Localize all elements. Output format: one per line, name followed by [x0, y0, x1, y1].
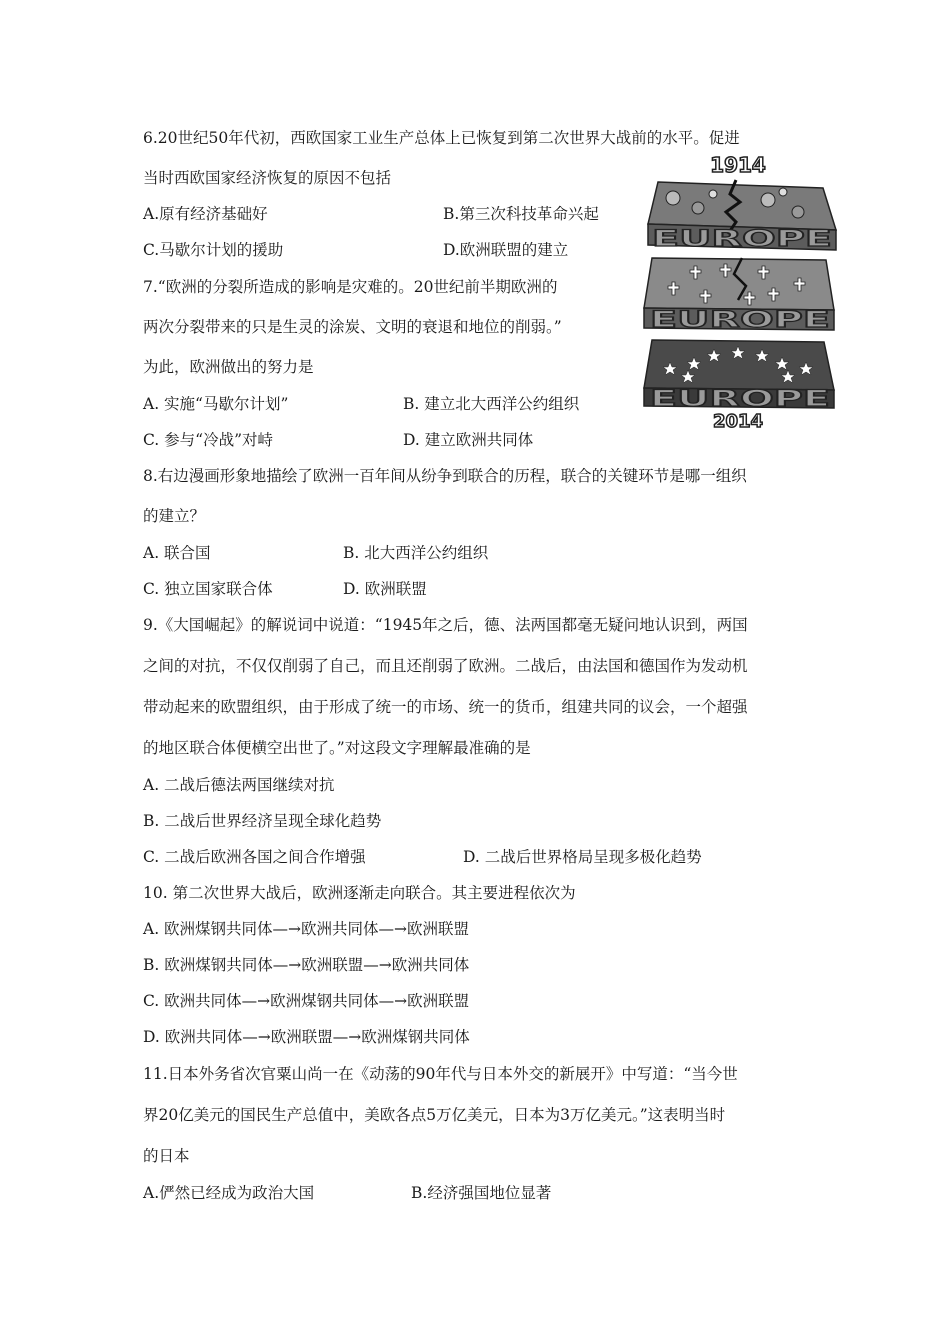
q6-stem-line2: 当时西欧国家经济恢复的原因不包括: [143, 169, 392, 187]
q7-stem-line2: 两次分裂带来的只是生灵的涂炭、文明的衰退和地位的削弱。”: [143, 318, 562, 336]
europe-cartoon: [638, 150, 838, 430]
q9-option-a: A. 二战后德法两国继续对抗: [143, 776, 335, 794]
q10-option-a: A. 欧洲煤钢共同体—→欧洲共同体—→欧洲联盟: [143, 920, 470, 938]
q7-stem-line1: 7.“欧洲的分裂所造成的影响是灾难的。20世纪前半期欧洲的: [143, 278, 558, 296]
q6-option-c: C.马歇尔计划的援助: [143, 241, 284, 259]
q7-option-c: C. 参与“冷战”对峙: [143, 431, 274, 449]
q10-option-d: D. 欧洲共同体—→欧洲联盟—→欧洲煤钢共同体: [143, 1028, 470, 1046]
q7-option-d: D. 建立欧洲共同体: [403, 431, 534, 449]
q10-option-b: B. 欧洲煤钢共同体—→欧洲联盟—→欧洲共同体: [143, 956, 470, 974]
cartoon-slab-2014: [644, 340, 834, 412]
q10-option-c: C. 欧洲共同体—→欧洲煤钢共同体—→欧洲联盟: [143, 992, 470, 1010]
q6-stem-line1: 6.20世纪50年代初，西欧国家工业生产总体上已恢复到第二次世界大战前的水平。促进: [143, 129, 740, 147]
cartoon-label-3: EUROPE: [650, 387, 830, 412]
q11-option-b: B.经济强国地位显著: [411, 1184, 552, 1202]
q9-stem-line1: 9.《大国崛起》的解说词中说道：“1945年之后，德、法两国都毫无疑问地认识到，两国: [143, 616, 748, 634]
q8-option-b: B. 北大西洋公约组织: [343, 544, 489, 562]
q8-stem-line1: 8.右边漫画形象地描绘了欧洲一百年间从纷争到联合的历程，联合的关键环节是哪一组织: [143, 467, 747, 485]
cartoon-slab-1914: [648, 180, 836, 252]
q8-stem-line2: 的建立？: [143, 507, 206, 525]
q9-stem-line4: 的地区联合体便横空出世了。”对这段文字理解最准确的是: [143, 739, 531, 757]
q6-option-b: B.第三次科技革命兴起: [443, 205, 599, 223]
cartoon-year-top: 1914: [710, 153, 766, 177]
cartoon-year-bottom: 2014: [712, 411, 764, 430]
q11-stem-line1: 11.日本外务省次官粟山尚一在《动荡的90年代与日本外交的新展开》中写道：“当今世: [143, 1065, 738, 1083]
q11-stem-line3: 的日本: [143, 1147, 190, 1165]
q9-option-b: B. 二战后世界经济呈现全球化趋势: [143, 812, 382, 830]
q10-stem-line1: 10. 第二次世界大战后，欧洲逐渐走向联合。其主要进程依次为: [143, 884, 576, 902]
q9-option-d: D. 二战后世界格局呈现多极化趋势: [463, 848, 702, 866]
q7-option-a: A. 实施“马歇尔计划”: [143, 395, 289, 413]
q9-option-c: C. 二战后欧洲各国之间合作增强: [143, 848, 366, 866]
q11-option-a: A.俨然已经成为政治大国: [143, 1184, 315, 1202]
cartoon-label-1: EUROPE: [652, 227, 832, 252]
q11-stem-line2: 界20亿美元的国民生产总值中，美欧各点5万亿美元，日本为3万亿美元。”这表明当时: [143, 1106, 726, 1124]
q6-option-d: D.欧洲联盟的建立: [443, 241, 569, 259]
q8-option-d: D. 欧洲联盟: [343, 580, 427, 598]
q7-stem-line3: 为此，欧洲做出的努力是: [143, 358, 314, 376]
cartoon-label-2: EUROPE: [650, 308, 830, 333]
q9-stem-line3: 带动起来的欧盟组织，由于形成了统一的市场、统一的货币，组建共同的议会，一个超强: [143, 698, 748, 716]
q6-option-a: A.原有经济基础好: [143, 205, 268, 223]
q7-option-b: B. 建立北大西洋公约组织: [403, 395, 580, 413]
q9-stem-line2: 之间的对抗，不仅仅削弱了自己，而且还削弱了欧洲。二战后，由法国和德国作为发动机: [143, 657, 748, 675]
q8-option-c: C. 独立国家联合体: [143, 580, 273, 598]
q8-option-a: A. 联合国: [143, 544, 211, 562]
cartoon-slab-middle: [644, 258, 834, 333]
